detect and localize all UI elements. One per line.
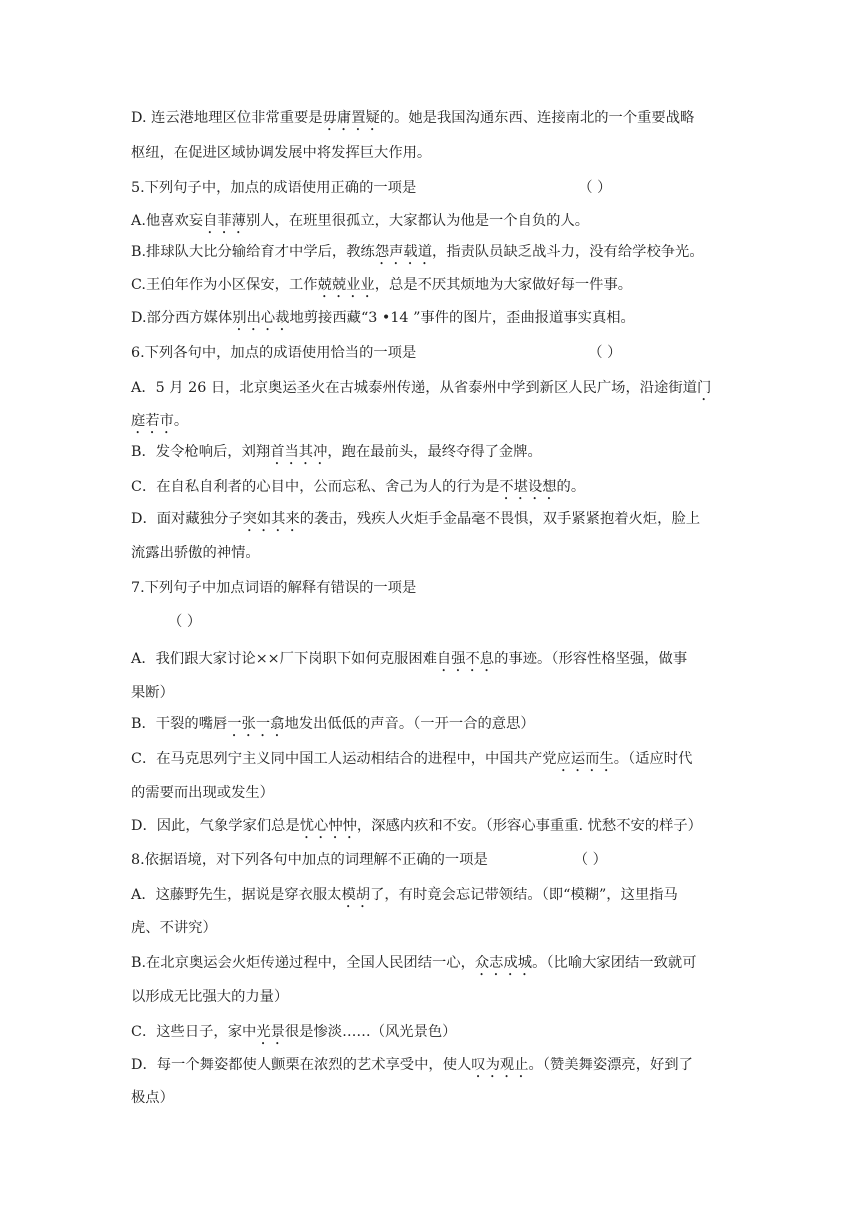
emphasized-word: 别出心裁 <box>232 310 290 326</box>
text-run: 果断） <box>131 685 174 701</box>
emphasized-word: 庭若市 <box>131 413 174 429</box>
text-run: 了，有时竟会忘记带领结。（即“模糊”，这里指马 <box>370 887 678 903</box>
option-a <box>131 885 678 905</box>
text-run: B.在北京奥运会火炬传递过程中，全国人民团结一心， <box>131 955 475 971</box>
text-run: 的需要而出现或发生） <box>131 785 274 801</box>
option-b <box>131 242 704 262</box>
text-run: 极点） <box>131 1090 174 1106</box>
emphasized-word: 突如其来 <box>242 511 300 527</box>
emphasized-word: 应运而生 <box>556 751 614 767</box>
text-run: A.他喜欢妄 <box>131 213 204 229</box>
option-d <box>131 816 702 836</box>
text-run: 6.下列各句中，加点的成语使用恰当的一项是 <box>131 345 417 361</box>
option-d <box>131 308 635 328</box>
text-run: C．这些日子，家中 <box>131 1024 257 1040</box>
text-run: 虎、不讲究） <box>131 920 217 936</box>
text-run: 的。她是我国沟通东西、连接南北的一个重要战略 <box>379 110 695 126</box>
text-run: 枢纽，在促进区域协调发展中将发挥巨大作用。 <box>131 145 432 161</box>
text-run: ，总是不厌其烦地为大家做好每一件事。 <box>374 277 633 293</box>
text-run: B．干裂的嘴唇 <box>131 716 228 732</box>
emphasized-word: 首当其冲 <box>270 444 328 460</box>
text-run: D．每一个舞姿都使人颤栗在浓烈的艺术享受中，使人 <box>131 1057 472 1073</box>
text-line <box>131 1088 174 1108</box>
text-run: （ ） <box>588 345 622 361</box>
answer-blank <box>168 612 201 632</box>
text-run: 的事迹。（形容性格坚强，做事 <box>494 651 688 667</box>
text-run: 。 <box>173 413 189 429</box>
emphasized-word: 众志成城 <box>474 955 533 971</box>
option-c <box>131 477 585 497</box>
question-6-stem <box>131 343 621 363</box>
text-run: 的。 <box>556 479 586 495</box>
text-run: A．这藤野先生，据说是穿衣服太 <box>131 887 342 903</box>
text-run: 。（比喻大家团结一致就可 <box>532 955 697 971</box>
emphasized-word: 门 <box>696 380 712 396</box>
text-run: 7.下列句子中加点词语的解释有错误的一项是 <box>131 580 417 596</box>
text-run: 地剪接西藏“3 •14 ”事件的图片，歪曲报道事实真相。 <box>289 310 635 326</box>
text-line <box>131 918 217 938</box>
text-run: 地发出低低的声音。（一开一合的意思） <box>284 716 535 732</box>
text-run: 5.下列句子中，加点的成语使用正确的一项是 <box>131 180 417 196</box>
text-run: ，跑在最前头，最终夺得了金牌。 <box>327 444 542 460</box>
text-run: D. 连云港地理区位非常重要是 <box>131 110 323 126</box>
text-line <box>131 783 274 803</box>
text-run: 别人，在班里很孤立，大家都认为他是一个自负的人。 <box>245 213 590 229</box>
text-run: ，指责队员缺乏战斗力，没有给学校争光。 <box>432 244 704 260</box>
text-run: A．5 月 26 日，北京奥运圣火在古城泰州传递，从省泰州中学到新区人民广场，沿途街道 <box>131 380 697 396</box>
text-run: D．因此，气象学家们总是 <box>131 818 300 834</box>
text-run: 的袭击，残疾人火炬手金晶毫不畏惧，双手紧紧抱着火炬，脸上 <box>299 511 701 527</box>
option-b <box>131 953 697 973</box>
question-7-stem <box>131 578 416 598</box>
text-run: D．面对藏独分子 <box>131 511 243 527</box>
text-line <box>131 108 694 128</box>
text-line <box>131 411 188 431</box>
text-run: （ ） <box>578 180 612 196</box>
text-run: B．发令枪响后，刘翔 <box>131 444 271 460</box>
emphasized-word: 毋庸置疑 <box>322 110 380 126</box>
emphasized-word: 不堪设想 <box>499 479 557 495</box>
emphasized-word: 光景 <box>256 1024 285 1040</box>
text-run: （ ） <box>168 614 202 630</box>
text-run: ，深感内疚和不安。（形容心事重重. 忧愁不安的样子） <box>356 818 702 834</box>
text-run: 。（赞美舞姿漂亮，好到了 <box>528 1057 693 1073</box>
option-c <box>131 749 692 769</box>
emphasized-word: 忧心忡忡 <box>299 818 357 834</box>
emphasized-word: 自菲薄 <box>203 213 246 229</box>
option-a <box>131 649 687 669</box>
text-line <box>131 543 260 563</box>
text-run: D.部分西方媒体 <box>131 310 233 326</box>
emphasized-word: 自强不息 <box>436 651 495 667</box>
option-b <box>131 442 542 462</box>
text-run: B.排球队大比分输给育才中学后，教练 <box>131 244 375 260</box>
text-run: C.王伯年作为小区保安，工作 <box>131 277 318 293</box>
option-a <box>131 211 589 231</box>
text-run: 。（适应时代 <box>613 751 693 767</box>
text-line <box>131 987 288 1007</box>
emphasized-word: 模胡 <box>341 887 371 903</box>
text-run: A．我们跟大家讨论××厂下岗职下如何克服困难 <box>131 651 437 667</box>
question-8-stem <box>131 850 607 870</box>
option-d <box>131 1055 693 1075</box>
question-5-stem <box>131 178 611 198</box>
option-b <box>131 714 535 734</box>
emphasized-word: 兢兢业业 <box>317 277 375 293</box>
emphasized-word: 叹为观止 <box>471 1057 529 1073</box>
emphasized-word: 怨声载道 <box>374 244 432 260</box>
option-a <box>131 378 711 398</box>
text-run: （ ） <box>573 852 607 868</box>
text-line <box>131 683 174 703</box>
text-line <box>131 143 431 163</box>
text-run: 8.依据语境，对下列各句中加点的词理解不正确的一项是 <box>131 852 488 868</box>
text-run: 很是惨淡……（风光景色） <box>284 1024 457 1040</box>
text-run: C．在马克思列宁主义同中国工人运动相结合的进程中，中国共产党 <box>131 751 557 767</box>
emphasized-word: 一张一翕 <box>227 716 285 732</box>
option-d <box>131 509 700 529</box>
option-c <box>131 1022 456 1042</box>
text-run: 流露出骄傲的神情。 <box>131 545 260 561</box>
text-run: 以形成无比强大的力量） <box>131 989 289 1005</box>
text-run: C．在自私自利者的心目中，公而忘私、舍己为人的行为是 <box>131 479 500 495</box>
option-c <box>131 275 632 295</box>
